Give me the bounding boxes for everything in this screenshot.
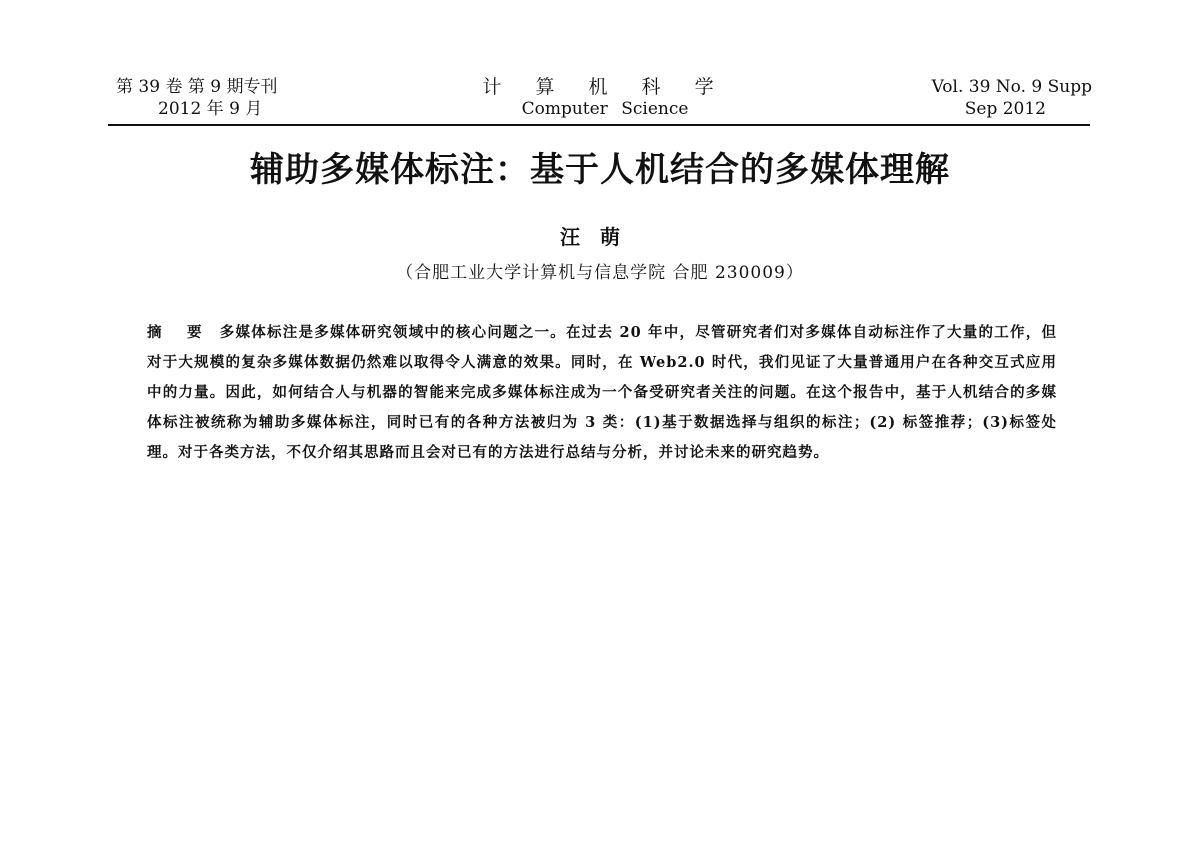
header-center [460,76,750,120]
journal-name-en: Computer Science [521,99,689,119]
journal-name-cn: 计 算 机 科 学 [482,76,728,98]
header-right [932,76,1092,120]
author: 汪萌 [560,225,640,249]
affiliation: （合肥工业大学计算机与信息学院 合肥 230009） [396,263,804,283]
abstract-label: 摘 要 [147,325,212,341]
volume-en: Vol. 39 No. 9 Supp [931,77,1092,97]
header-left [116,76,277,120]
paper-title: 辅助多媒体标注：基于人机结合的多媒体理解 [250,150,950,190]
date-cn: 2012 年 9 月 [158,99,263,119]
header-rule [108,124,1090,126]
volume-issue: 第 39 卷 第 9 期专刊 [116,77,278,97]
journal-header [0,0,1200,128]
abstract-text: 多媒体标注是多媒体研究领域中的核心问题之一。在过去 20 年中，尽管研究者们对多媒体自动标注作了大量的工作，但对于大规模的复杂多媒体数据仍然难以取得令人满意的效果。同时，在 Web2.0 时代，我们见证了大量普通用户在各种交互式应用中的力量。因此，如何结合人与机器的智能来完成多媒体标注成为一个备受研究者关注的问题。在这个报告中，基于人机结合的多媒体标注被统称为辅助多媒体标注，同时已有的各种方法被归为 3 类：(1)基于数据选择与组织的标注；(2) 标签推荐；(3)标签处理。对于各类方法，不仅介绍其思路而且会对已有的方法进行总结与分析，并讨论未来的研究趋势。 [147,324,1057,461]
date-en: Sep 2012 [964,99,1046,119]
abstract [147,318,1057,468]
